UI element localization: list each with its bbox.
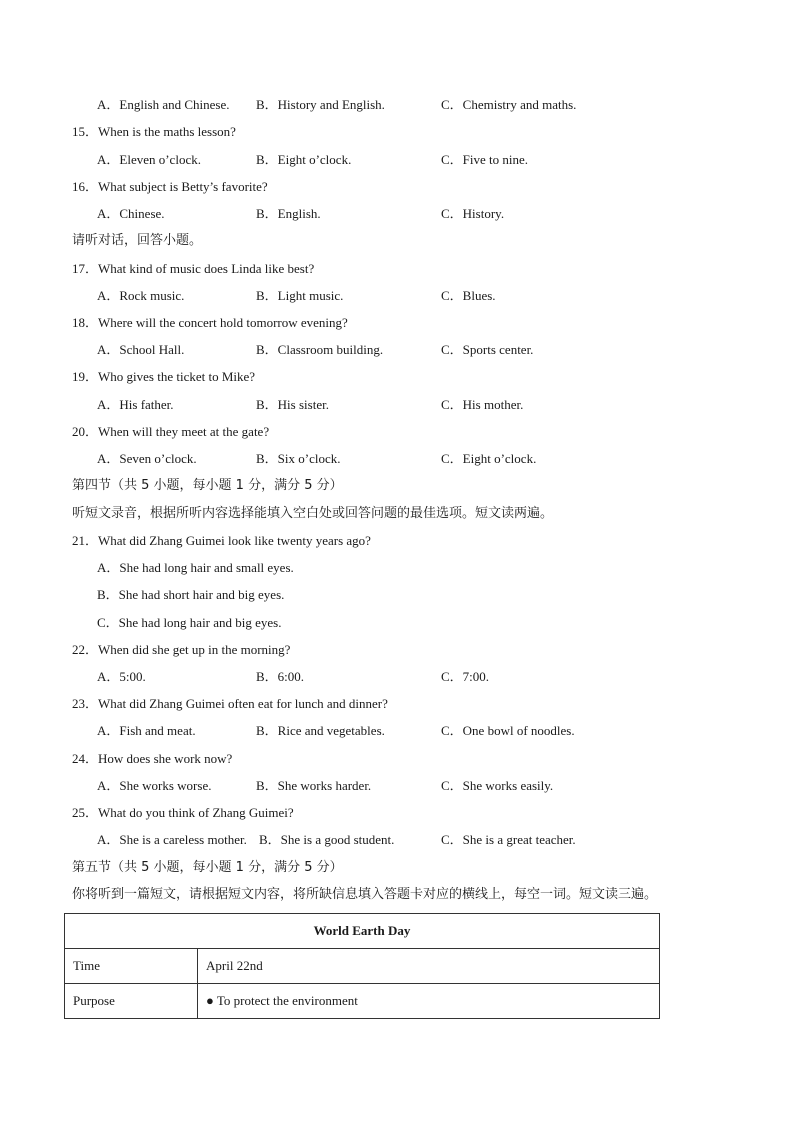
earth-day-table [64, 913, 660, 1019]
table-row [65, 984, 660, 1019]
q20-option-b: B．Six o’clock. [256, 451, 341, 466]
q20-option-a: A．Seven o’clock. [97, 451, 197, 466]
q18-option-a: A．School Hall. [97, 342, 185, 357]
q16-option-a: A．Chinese. [97, 206, 165, 221]
dialog-instruction: 请听对话，回答小题。 [72, 233, 203, 248]
q22-option-c: C．7:00. [441, 669, 490, 684]
q21-option-c: C．She had long hair and big eyes. [97, 615, 282, 630]
q23-option-c: C．One bowl of noodles. [441, 723, 575, 738]
q21-option-a: A．She had long hair and small eyes. [97, 560, 294, 575]
q24-option-b: B．She works harder. [256, 778, 372, 793]
q25-question: 25．What do you think of Zhang Guimei? [72, 805, 294, 820]
q16-question: 16．What subject is Betty’s favorite? [72, 179, 268, 194]
q15-option-a: A．Eleven o’clock. [97, 152, 201, 167]
section4-instruction: 听短文录音，根据所听内容选择能填入空白处或回答问题的最佳选项。短文读两遍。 [72, 506, 554, 521]
q22-option-a: A．5:00. [97, 669, 146, 684]
q19-option-c: C．His mother. [441, 397, 524, 412]
q24-question: 24．How does she work now? [72, 751, 233, 766]
q23-question: 23．What did Zhang Guimei often eat for lunch and dinner? [72, 696, 388, 711]
q25-option-a: A．She is a careless mother. [97, 832, 247, 847]
q14-option-c: C．Chemistry and maths. [441, 97, 577, 112]
q15-option-b: B．Eight o’clock. [256, 152, 352, 167]
section4-title: 第四节（共 5 小题，每小题 1 分，满分 5 分） [72, 478, 343, 493]
q14-option-b: B．History and English. [256, 97, 385, 112]
row-value-time: April 22nd [198, 949, 660, 984]
row-label-time: Time [65, 949, 198, 984]
row-value-purpose: ● To protect the environment [198, 984, 660, 1019]
q25-option-b: B．She is a good student. [259, 832, 395, 847]
row-label-purpose: Purpose [65, 984, 198, 1019]
q19-question: 19．Who gives the ticket to Mike? [72, 369, 256, 384]
q23-option-b: B．Rice and vegetables. [256, 723, 385, 738]
q24-option-a: A．She works worse. [97, 778, 212, 793]
q22-question: 22．When did she get up in the morning? [72, 642, 291, 657]
section5-title: 第五节（共 5 小题，每小题 1 分，满分 5 分） [72, 860, 343, 875]
q16-option-c: C．History. [441, 206, 505, 221]
q15-option-c: C．Five to nine. [441, 152, 529, 167]
q18-option-c: C．Sports center. [441, 342, 534, 357]
q17-question: 17．What kind of music does Linda like best? [72, 261, 315, 276]
q24-option-c: C．She works easily. [441, 778, 554, 793]
q16-option-b: B．English. [256, 206, 321, 221]
q21-option-b: B．She had short hair and big eyes. [97, 587, 285, 602]
q19-option-b: B．His sister. [256, 397, 329, 412]
q15-question: 15．When is the maths lesson? [72, 124, 236, 139]
table-header: World Earth Day [65, 914, 660, 949]
q14-option-a: A．English and Chinese. [97, 97, 230, 112]
q25-option-c: C．She is a great teacher. [441, 832, 576, 847]
table-header-row [65, 914, 660, 949]
q21-question: 21．What did Zhang Guimei look like twenty years ago? [72, 533, 371, 548]
table-row [65, 949, 660, 984]
q17-option-a: A．Rock music. [97, 288, 185, 303]
q20-question: 20．When will they meet at the gate? [72, 424, 270, 439]
q18-option-b: B．Classroom building. [256, 342, 384, 357]
q20-option-c: C．Eight o’clock. [441, 451, 537, 466]
q19-option-a: A．His father. [97, 397, 174, 412]
section5-instruction: 你将听到一篇短文，请根据短文内容，将所缺信息填入答题卡对应的横线上，每空一词。短文读三遍。 [72, 887, 658, 902]
q23-option-a: A．Fish and meat. [97, 723, 196, 738]
q22-option-b: B．6:00. [256, 669, 305, 684]
q17-option-c: C．Blues. [441, 288, 496, 303]
q18-question: 18．Where will the concert hold tomorrow evening? [72, 315, 348, 330]
q17-option-b: B．Light music. [256, 288, 344, 303]
